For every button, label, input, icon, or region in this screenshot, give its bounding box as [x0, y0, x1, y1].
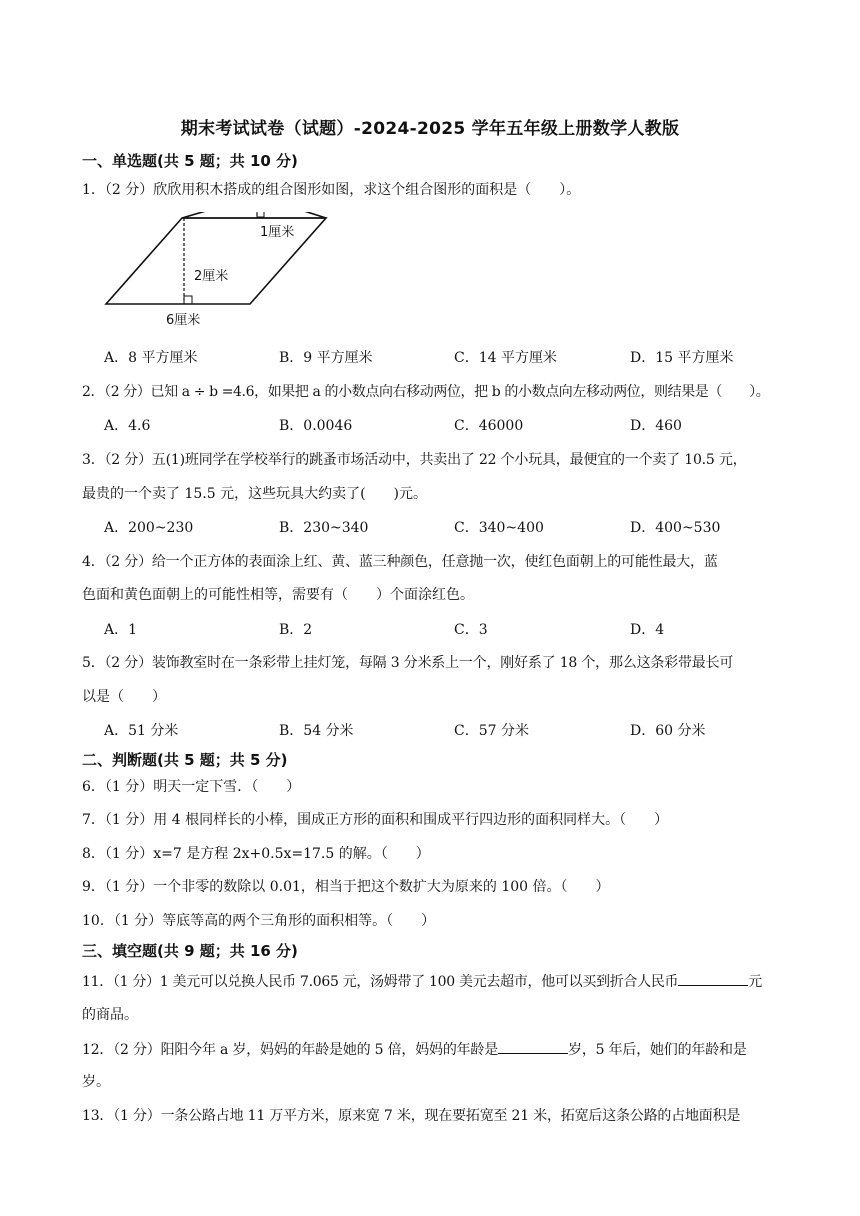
option-a[interactable]: A．1 — [104, 622, 138, 638]
question-1-options — [104, 347, 812, 367]
option-c[interactable]: C．340~400 — [454, 520, 544, 536]
section-heading-fill-blank: 三、填空题(共 9 题；共 16 分) — [82, 942, 298, 960]
question-11-line-1 — [82, 971, 812, 992]
question-3-line-1: 3．（2 分）五(1)班同学在学校举行的跳蚤市场活动中，共卖出了 22 个小玩具，最便宜的一个卖了 10.5 元， — [82, 452, 747, 468]
question-5-options — [104, 720, 812, 740]
question-8-text: 8．（1 分）x=7 是方程 2x+0.5x=17.5 的解。（ ） — [82, 846, 430, 862]
option-b[interactable]: B．9 平方厘米 — [279, 350, 373, 366]
label-6cm: 6厘米 — [166, 313, 201, 328]
question-4-options — [104, 619, 812, 639]
option-c[interactable]: C．14 平方厘米 — [454, 350, 557, 366]
answer-blank[interactable] — [678, 971, 748, 986]
option-a[interactable]: A．51 分米 — [104, 723, 179, 739]
question-9-text: 9．（1 分）一个非零的数除以 0.01，相当于把这个数扩大为原来的 100 倍。（ ） — [82, 879, 610, 895]
question-12-text-a: 12．（2 分）阳阳今年 a 岁，妈妈的年龄是她的 5 倍，妈妈的年龄是 — [82, 1042, 499, 1058]
option-c[interactable]: C．46000 — [454, 418, 524, 434]
option-d[interactable]: D．4 — [630, 622, 665, 638]
option-d[interactable]: D．60 分米 — [630, 723, 706, 739]
section-heading-single-choice: 一、单选题(共 5 题；共 10 分) — [82, 152, 298, 170]
answer-blank[interactable] — [498, 1039, 568, 1054]
right-angle-mark — [184, 296, 192, 304]
question-2-text: 2．（2 分）已知 a ÷ b =4.6，如果把 a 的小数点向右移动两位，把 b 的小数点向左移动两位，则结果是（ ）。 — [82, 384, 770, 400]
question-6-text: 6．（1 分）明天一定下雪．（ ） — [82, 779, 301, 795]
question-4-line-1: 4．（2 分）给一个正方体的表面涂上红、黄、蓝三种颜色，任意抛一次，使红色面朝上的可能性最大，蓝 — [82, 554, 718, 570]
label-1cm: 1厘米 — [260, 225, 295, 240]
question-11-text-a: 11．（1 分）1 美元可以兑换人民币 7.065 元，汤姆带了 100 美元去超市，他可以买到折合人民币 — [82, 974, 679, 990]
option-a[interactable]: A．4.6 — [104, 418, 151, 434]
option-c[interactable]: C．57 分米 — [454, 723, 529, 739]
exam-title: 期末考试试卷（试题）-2024-2025 学年五年级上册数学人教版 — [180, 119, 680, 139]
parallelogram-triangle-diagram — [100, 212, 340, 330]
right-angle-mark-top — [257, 212, 264, 217]
option-a[interactable]: A．200~230 — [104, 520, 194, 536]
question-12-line-1 — [82, 1039, 812, 1060]
option-a[interactable]: A．8 平方厘米 — [104, 350, 198, 366]
question-5-line-2: 以是（ ） — [82, 689, 166, 705]
question-1-text: 1．（2 分）欣欣用积木搭成的组合图形如图，求这个组合图形的面积是（ ）。 — [82, 182, 581, 198]
question-3-line-2: 最贵的一个卖了 15.5 元，这些玩具大约卖了( )元。 — [82, 486, 427, 502]
composite-shape-figure — [100, 212, 340, 330]
option-b[interactable]: B．54 分米 — [279, 723, 354, 739]
option-d[interactable]: D．400~530 — [630, 520, 721, 536]
question-7-text: 7．（1 分）用 4 根同样长的小棒，围成正方形的面积和围成平行四边形的面积同样大。（ ） — [82, 812, 669, 828]
option-b[interactable]: B．0.0046 — [279, 418, 353, 434]
question-5-line-1: 5．（2 分）装饰教室时在一条彩带上挂灯笼，每隔 3 分米系上一个，刚好系了 18 个，那么这条彩带最长可 — [82, 655, 734, 671]
triangle-shape — [182, 212, 326, 218]
option-b[interactable]: B．230~340 — [279, 520, 369, 536]
question-12-text-b: 岁，5 年后，她们的年龄和是 — [568, 1042, 747, 1058]
question-11-line-2: 的商品。 — [82, 1007, 138, 1023]
question-11-text-b: 元 — [748, 974, 762, 990]
label-2cm: 2厘米 — [194, 269, 229, 284]
question-10-text: 10．（1 分）等底等高的两个三角形的面积相等。（ ） — [82, 913, 436, 929]
section-heading-true-false: 二、判断题(共 5 题；共 5 分) — [82, 751, 288, 769]
question-4-line-2: 色面和黄色面朝上的可能性相等，需要有（ ）个面涂红色。 — [82, 587, 474, 603]
question-2-options — [104, 415, 812, 435]
option-c[interactable]: C．3 — [454, 622, 488, 638]
option-d[interactable]: D．460 — [630, 418, 682, 434]
question-3-options — [104, 517, 812, 537]
option-d[interactable]: D．15 平方厘米 — [630, 350, 734, 366]
question-12-line-2: 岁。 — [82, 1074, 110, 1090]
question-13-line-1: 13．（1 分）一条公路占地 11 万平方米，原来宽 7 米，现在要拓宽至 21 米，拓宽后这条公路的占地面积是 — [82, 1108, 741, 1124]
option-b[interactable]: B．2 — [279, 622, 313, 638]
